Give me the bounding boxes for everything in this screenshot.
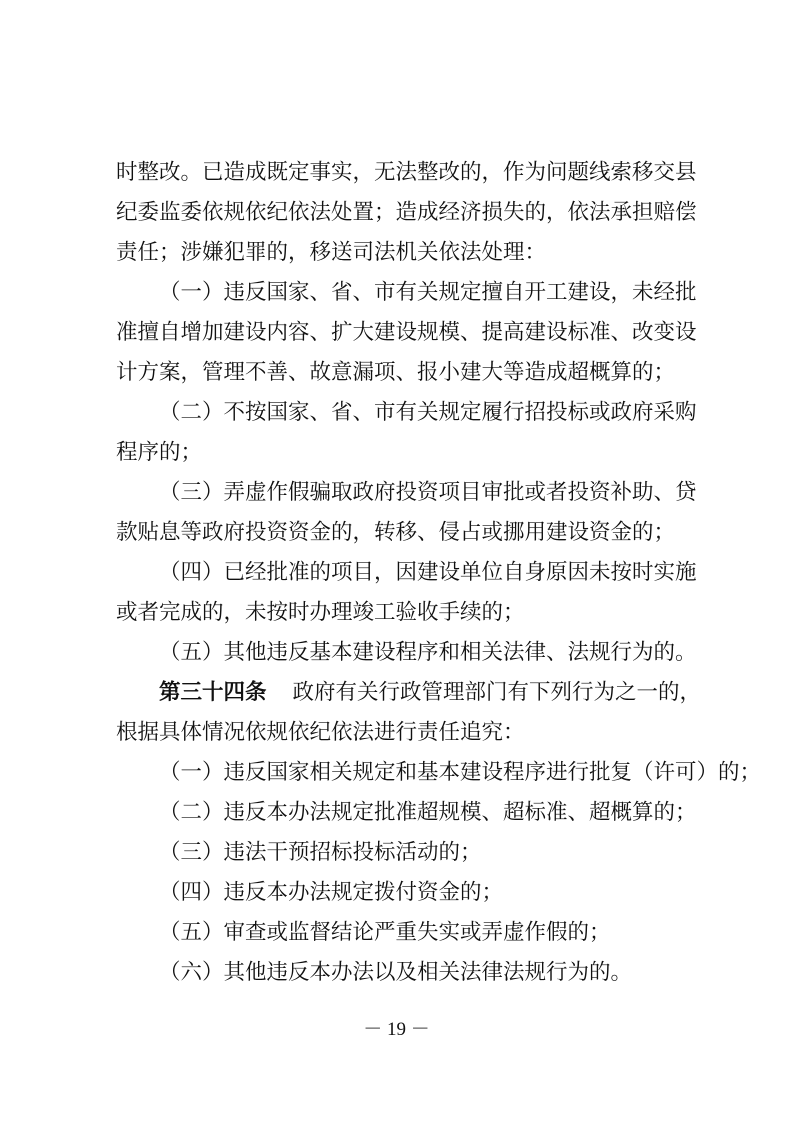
article-heading-line	[159, 680, 702, 706]
text-line: 准擅自增加建设内容、扩大建设规模、提高建设标准、改变设	[116, 320, 697, 345]
clause-item: （四）违反本办法规定拨付资金的；	[159, 880, 504, 905]
clause-item: （三）违法干预招标投标活动的；	[159, 840, 482, 865]
text-line: 款贴息等政府投资资金的，转移、侵占或挪用建设资金的；	[116, 520, 676, 545]
text-line: 或者完成的，未按时办理竣工验收手续的；	[116, 600, 525, 625]
text-line: 根据具体情况依规依纪依法进行责任追究：	[116, 720, 525, 745]
clause-item: （五）其他违反基本建设程序和相关法律、法规行为的。	[159, 640, 697, 665]
text-line: 时整改。已造成既定事实，无法整改的，作为问题线索移交县	[116, 160, 697, 185]
text-line: 计方案，管理不善、故意漏项、报小建大等造成超概算的；	[116, 360, 676, 385]
clause-item: （五）审查或监督结论严重失实或弄虚作假的；	[159, 920, 611, 945]
page-number: － 19 －	[363, 1019, 430, 1040]
clause-item: （四）已经批准的项目，因建设单位自身原因未按时实施	[159, 560, 697, 585]
article-number: 第三十四条	[159, 680, 267, 705]
clause-item: （三）弄虚作假骗取政府投资项目审批或者投资补助、贷	[159, 480, 697, 505]
text-line: 纪委监委依规依纪依法处置；造成经济损失的，依法承担赔偿	[116, 200, 697, 225]
text-line: 责任；涉嫌犯罪的，移送司法机关依法处理：	[116, 240, 547, 265]
clause-item: （一）违反国家相关规定和基本建设程序进行批复（许可）的；	[159, 760, 762, 785]
article-text: 政府有关行政管理部门有下列行为之一的，	[292, 680, 702, 705]
clause-item: （一）违反国家、省、市有关规定擅自开工建设，未经批	[159, 280, 697, 305]
clause-item: （二）不按国家、省、市有关规定履行招投标或政府采购	[159, 400, 697, 425]
text-line: 程序的；	[116, 440, 203, 465]
clause-item: （六）其他违反本办法以及相关法律法规行为的。	[159, 960, 633, 985]
clause-item: （二）违反本办法规定批准超规模、超标准、超概算的；	[159, 800, 697, 825]
